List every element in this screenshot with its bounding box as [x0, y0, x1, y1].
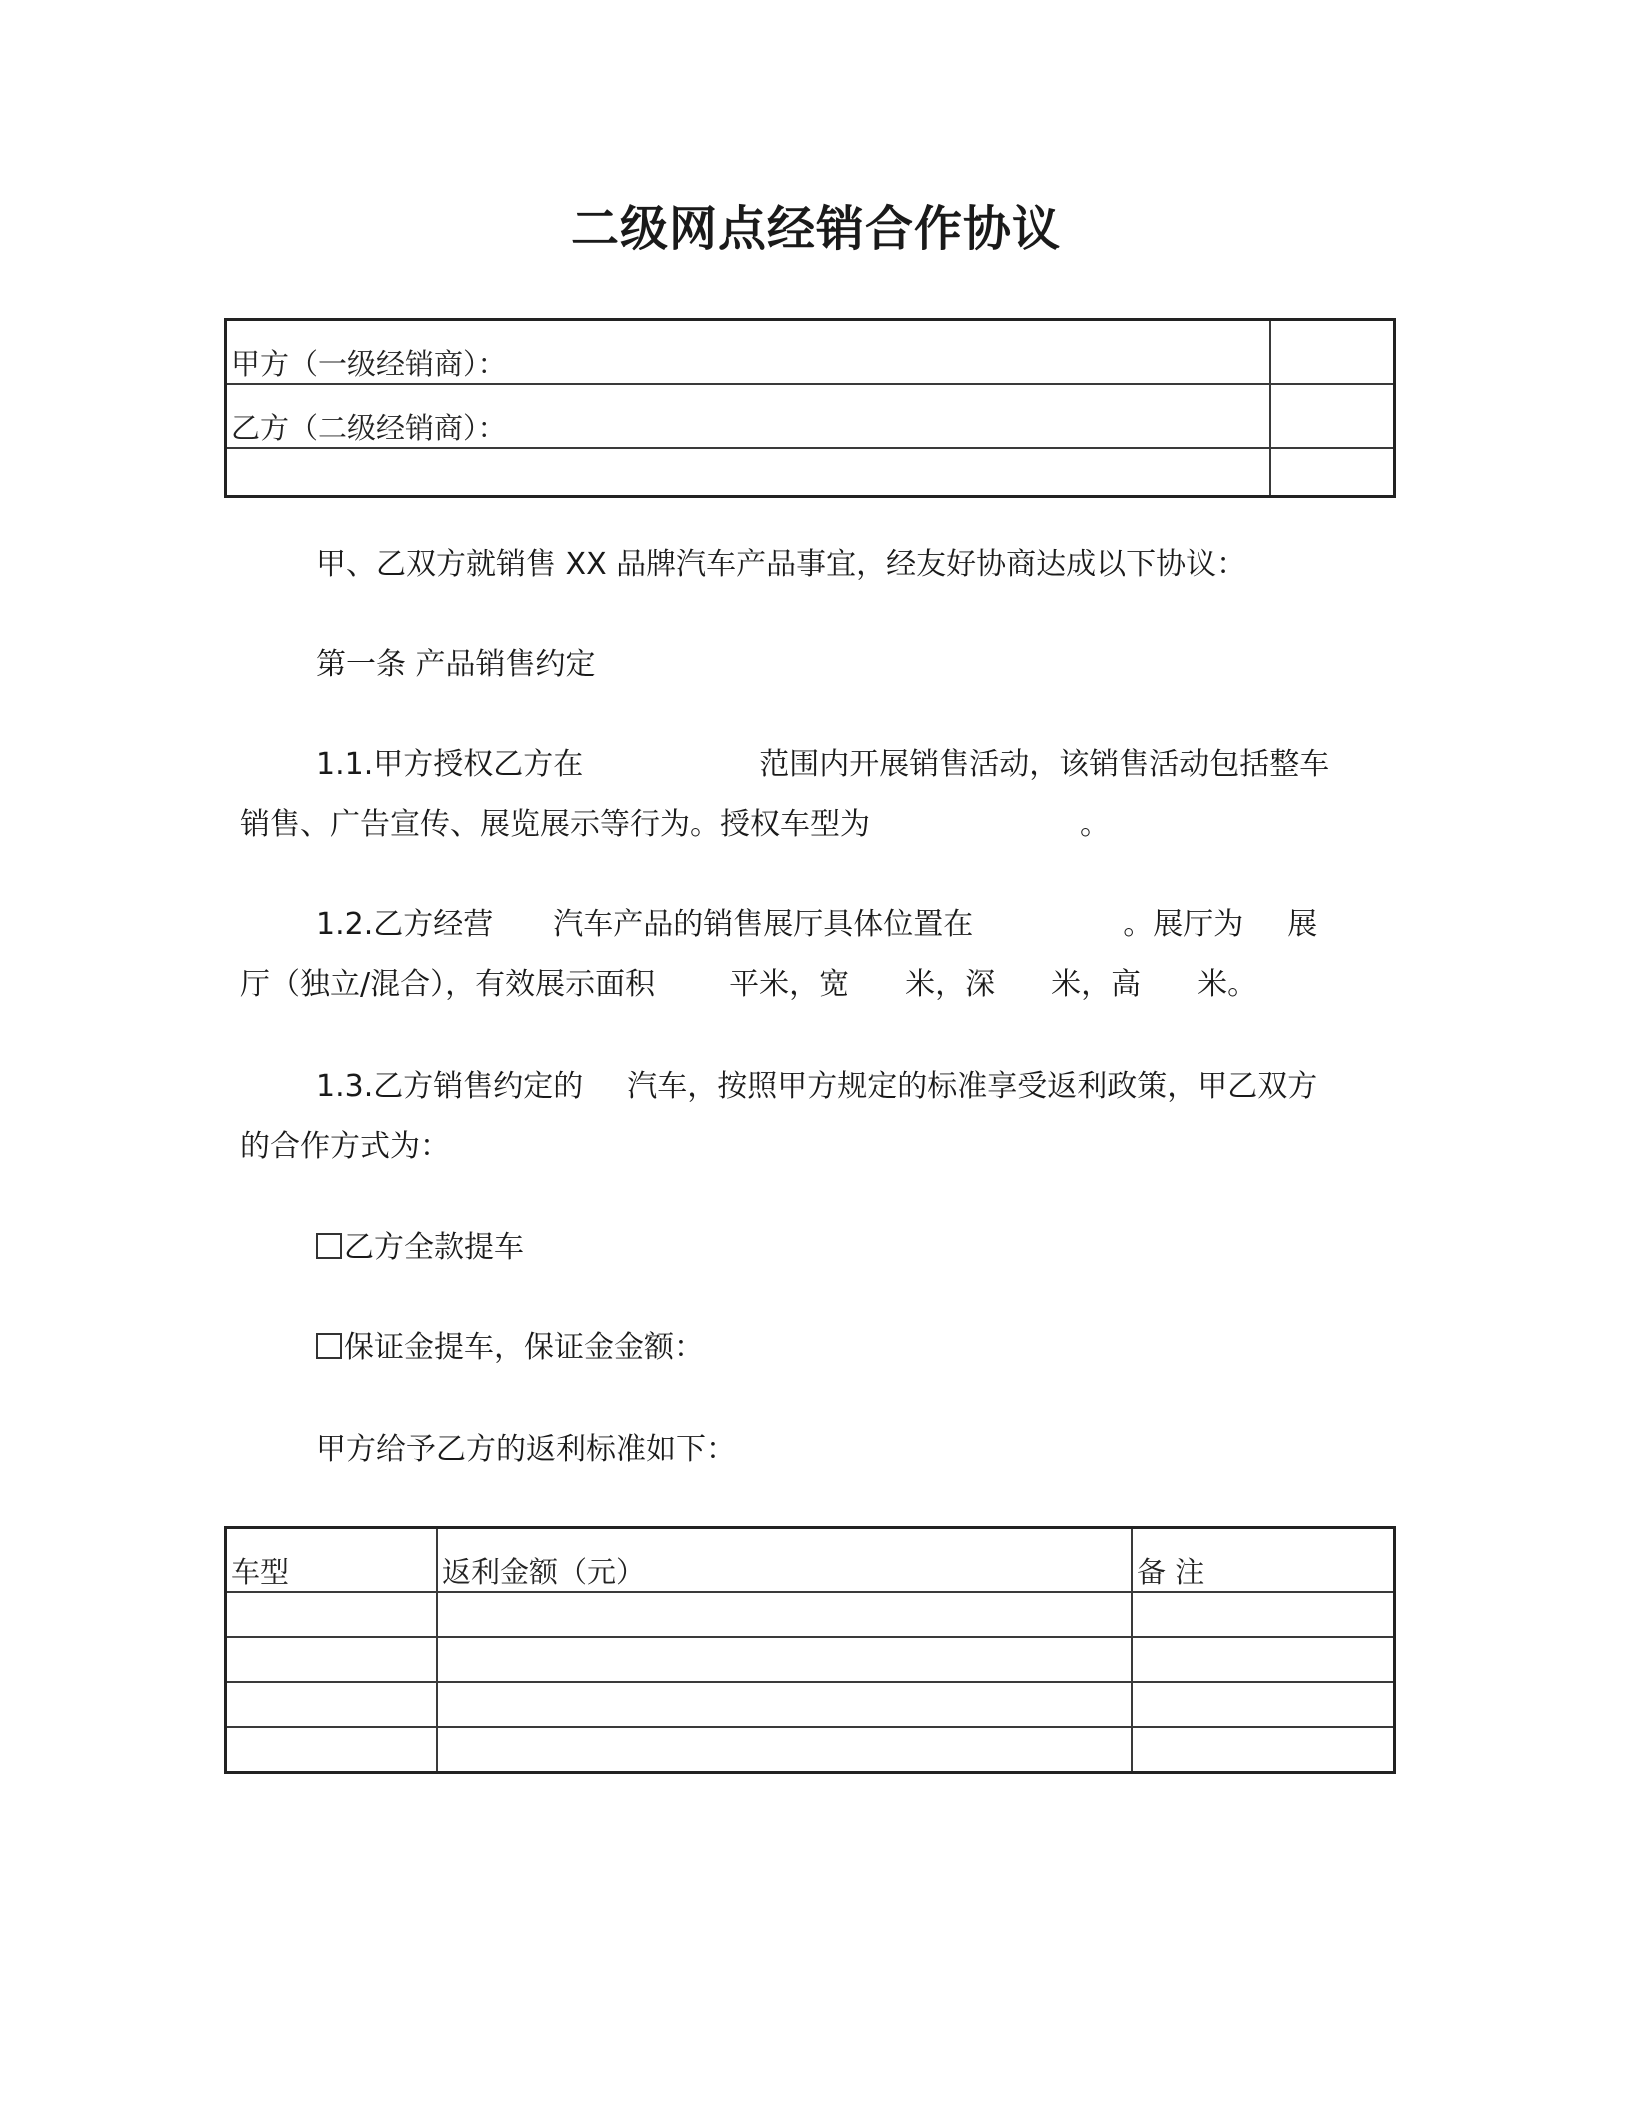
clause-1-2-part8: 米，高 [1051, 967, 1142, 1002]
article-heading [240, 635, 1466, 695]
rebate-table [224, 1526, 1396, 1774]
article1-heading: 第一条 产品销售约定 [316, 647, 596, 682]
table-cell [437, 1637, 1132, 1682]
table-cell [437, 1682, 1132, 1727]
clause-1-2-part5: 厅（独立/混合），有效展示面积 [240, 967, 656, 1002]
table-header-row [226, 1528, 1395, 1593]
clause-1-1-part1: 1.1.甲方授权乙方在 [316, 747, 584, 782]
party-b-label: 乙方（二级经销商）： [226, 384, 1271, 448]
header-rebate-amount: 返利金额（元） [437, 1528, 1132, 1593]
option-full-payment [240, 1218, 1466, 1278]
table-row [226, 1592, 1395, 1637]
rebate-intro [240, 1420, 1466, 1480]
table-row [226, 384, 1395, 448]
clause-1-2-part2: 汽车产品的销售展厅具体位置在 [553, 907, 974, 942]
table-cell [1132, 1592, 1395, 1637]
table-cell [226, 1682, 438, 1727]
clause-1-2 [240, 895, 1390, 1015]
table-row [226, 320, 1395, 385]
party-b-value-cell [1270, 384, 1395, 448]
table-cell [226, 1592, 438, 1637]
intro-text: 甲、乙双方就销售 XX 品牌汽车产品事宜，经友好协商达成以下协议： [316, 547, 1247, 582]
table-cell [437, 1592, 1132, 1637]
clause-1-3-part2: 汽车，按照甲方规定的标准享受返利政策，甲乙双方 [627, 1069, 1318, 1104]
table-row [226, 1727, 1395, 1773]
table-cell [226, 1727, 438, 1773]
header-vehicle-model: 车型 [226, 1528, 438, 1593]
clause-1-1-part4: 。 [1080, 807, 1110, 842]
option-deposit [240, 1318, 1466, 1378]
table-row [226, 1682, 1395, 1727]
clause-1-2-part4: 展 [1287, 907, 1318, 942]
table-cell [1132, 1637, 1395, 1682]
table-row [226, 1637, 1395, 1682]
option-deposit-label: 保证金提车，保证金金额： [344, 1330, 704, 1365]
intro-paragraph [240, 535, 1466, 595]
empty-cell [226, 448, 1271, 497]
option-full-payment-label: 乙方全款提车 [344, 1230, 524, 1265]
clause-1-3-part3: 的合作方式为： [240, 1129, 450, 1164]
empty-cell [1270, 448, 1395, 497]
clause-1-2-part6: 平米，宽 [729, 967, 850, 1002]
clause-1-2-part9: 米。 [1197, 967, 1258, 1002]
table-cell [437, 1727, 1132, 1773]
header-remarks: 备 注 [1132, 1528, 1395, 1593]
rebate-intro-text: 甲方给予乙方的返利标准如下： [316, 1432, 736, 1467]
clause-1-1 [240, 735, 1390, 855]
clause-1-3-part1: 1.3.乙方销售约定的 [316, 1069, 584, 1104]
party-a-value-cell [1270, 320, 1395, 385]
clause-1-2-part3: 。展厅为 [1123, 907, 1244, 942]
clause-1-2-part1: 1.2.乙方经营 [316, 907, 494, 942]
table-cell [226, 1637, 438, 1682]
clause-1-3 [240, 1057, 1390, 1177]
page-title: 二级网点经销合作协议 [570, 201, 1061, 257]
party-a-label: 甲方（一级经销商）： [226, 320, 1271, 385]
clause-1-1-part3: 销售、广告宣传、展览展示等行为。授权车型为 [240, 807, 870, 842]
full-payment-checkbox[interactable] [316, 1233, 342, 1259]
deposit-checkbox[interactable] [316, 1333, 342, 1359]
table-cell [1132, 1727, 1395, 1773]
party-info-table [224, 318, 1396, 498]
clause-1-1-part2: 范围内开展销售活动，该销售活动包括整车 [759, 747, 1330, 782]
table-cell [1132, 1682, 1395, 1727]
table-row [226, 448, 1395, 497]
clause-1-2-part7: 米，深 [905, 967, 996, 1002]
